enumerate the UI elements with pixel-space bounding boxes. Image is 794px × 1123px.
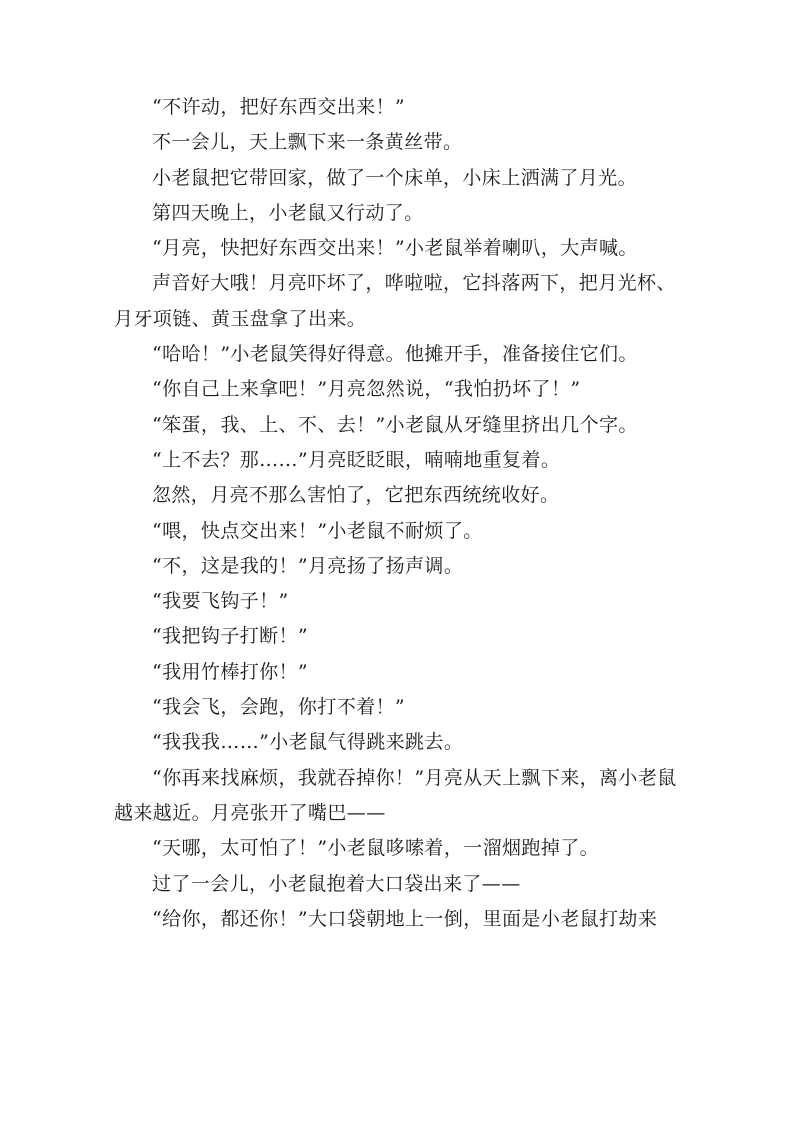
paragraph: “哈哈！”小老鼠笑得好得意。他摊开手，准备接住它们。 <box>152 343 638 366</box>
paragraph: “我会飞，会跑，你打不着！” <box>152 696 406 719</box>
paragraph: “我我我……”小老鼠气得跳来跳去。 <box>152 731 464 754</box>
paragraph: “给你，都还你！”大口袋朝地上一倒，里面是小老鼠打劫来 <box>152 907 658 930</box>
paragraph: “喂，快点交出来！”小老鼠不耐烦了。 <box>152 519 483 542</box>
paragraph: “我把钩子打断！” <box>152 625 309 648</box>
paragraph: “我用竹棒打你！” <box>152 660 309 683</box>
paragraph: “上不去？那……”月亮眨眨眼，喃喃地重复着。 <box>152 448 561 471</box>
paragraph: “我要飞钩子！” <box>152 590 289 613</box>
paragraph: 小老鼠把它带回家，做了一个床单，小床上洒满了月光。 <box>152 166 638 189</box>
paragraph: “天哪，太可怕了！”小老鼠哆嗦着，一溜烟跑掉了。 <box>152 837 600 860</box>
paragraph: 不一会儿，天上飘下来一条黄丝带。 <box>152 131 463 154</box>
paragraph: 过了一会儿，小老鼠抱着大口袋出来了—— <box>152 872 521 895</box>
paragraph: “你自己上来拿吧！”月亮忽然说，“我怕扔坏了！” <box>152 378 581 401</box>
paragraph: “月亮，快把好东西交出来！”小老鼠举着喇叭，大声喊。 <box>152 237 638 260</box>
paragraph: “不，这是我的！”月亮扬了扬声调。 <box>152 554 464 577</box>
paragraph: “你再来找麻烦，我就吞掉你！”月亮从天上飘下来，离小老鼠越来越近。月亮张开了嘴巴—— <box>114 766 677 824</box>
paragraph: 声音好大哦！月亮吓坏了，哗啦啦，它抖落两下，把月光杯、月牙项链、黄玉盘拿了出来。 <box>114 272 676 330</box>
story-text <box>114 90 689 937</box>
paragraph: 第四天晚上，小老鼠又行动了。 <box>152 201 424 224</box>
paragraph: “不许动，把好东西交出来！” <box>152 96 406 118</box>
paragraph: 忽然，月亮不那么害怕了，它把东西统统收好。 <box>152 484 560 507</box>
paragraph: “笨蛋，我、上、不、去！”小老鼠从牙缝里挤出几个字。 <box>152 413 638 436</box>
